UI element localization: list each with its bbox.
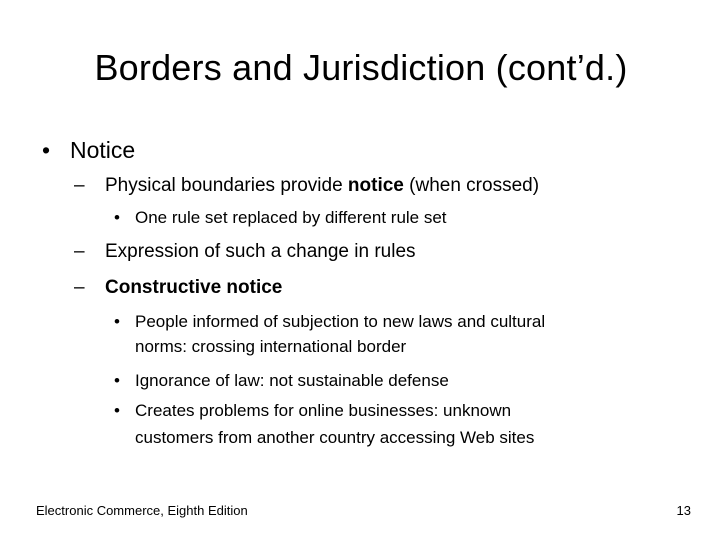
bullet-marker: •: [114, 401, 120, 420]
bullet-text: Ignorance of law: not sustainable defense: [135, 371, 449, 390]
bullet-text: Notice: [70, 137, 136, 163]
bullet-ignorance-of-law: [114, 370, 694, 392]
footer-page-number: 13: [676, 503, 691, 518]
slide-title-text: Borders and Jurisdiction (cont’d.): [94, 47, 628, 88]
dash-marker: –: [74, 175, 85, 196]
bullet-text: Constructive notice: [105, 277, 283, 298]
bullet-expression: [74, 240, 694, 264]
bullet-text-bold: notice: [347, 175, 404, 196]
slide-title: [0, 46, 728, 90]
bullet-text-part: (when crossed): [403, 175, 540, 196]
bullet-physical-boundaries: [74, 174, 694, 198]
bullet-notice: [42, 136, 702, 164]
bullet-text: [105, 174, 539, 198]
bullet-creates-problems: [114, 400, 694, 448]
footer-book-title: Electronic Commerce, Eighth Edition: [36, 503, 248, 518]
bullet-text-part: Physical boundaries provide: [105, 175, 348, 196]
bullet-text-line-1: Creates problems for online businesses: unknown: [135, 401, 512, 420]
bullet-text: One rule set replaced by different rule set: [135, 208, 447, 227]
dash-marker: –: [74, 241, 85, 262]
bullet-one-rule-set: [114, 207, 694, 229]
bullet-marker: •: [114, 371, 120, 390]
bullet-text-line-1: People informed of subjection to new laws and cultural: [135, 312, 546, 331]
bullet-marker: •: [114, 312, 120, 331]
bullet-constructive-notice: [74, 276, 694, 300]
dash-marker: –: [74, 277, 85, 298]
bullet-marker: •: [42, 137, 51, 163]
bullet-text-line-2: norms: crossing international border: [135, 337, 407, 356]
bullet-text-line-2: customers from another country accessing Web sites: [135, 428, 535, 447]
bullet-people-informed: [114, 311, 694, 355]
bullet-marker: •: [114, 208, 120, 227]
bullet-text: Expression of such a change in rules: [105, 241, 416, 262]
